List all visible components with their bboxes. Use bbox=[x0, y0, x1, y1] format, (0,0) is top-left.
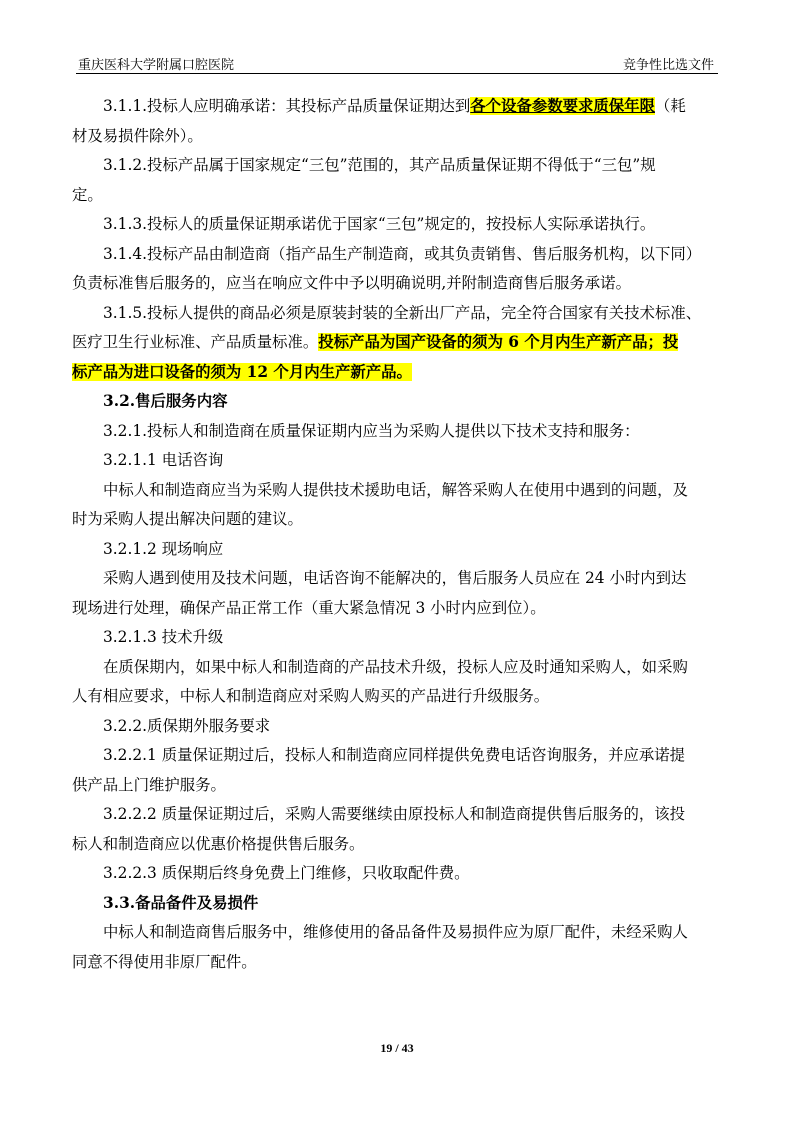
phone-consult-text-cont: 时为采购人提出解决问题的建议。 bbox=[72, 510, 303, 528]
header-divider bbox=[76, 73, 718, 74]
highlighted-new-product-imported: 标产品为进口设备的须为 12 个月内生产新产品。 bbox=[72, 362, 412, 381]
clause-3-2-2-2: 3.2.2.2 质量保证期过后，采购人需要继续由原投标人和制造商提供售后服务的，该投 bbox=[103, 805, 686, 823]
subheading-3-2-1-3: 3.2.1.3 技术升级 bbox=[103, 628, 224, 646]
spare-parts-text: 中标人和制造商售后服务中，维修使用的备品备件及易损件应为原厂配件，未经采购人 bbox=[103, 923, 688, 941]
clause-3-2-1: 3.2.1.投标人和制造商在质量保证期内应当为采购人提供以下技术支持和服务： bbox=[103, 421, 640, 440]
subheading-3-2-2: 3.2.2.质保期外服务要求 bbox=[103, 716, 271, 735]
clause-text: 医疗卫生行业标准、产品质量标准。 bbox=[72, 333, 319, 351]
onsite-response-text: 采购人遇到使用及技术问题，电话咨询不能解决的，售后服务人员应在 24 小时内到达 bbox=[103, 569, 687, 587]
header-hospital-name: 重庆医科大学附属口腔医院 bbox=[78, 58, 235, 73]
clause-3-1-5: 3.1.5.投标人提供的商品必须是原装封装的全新出厂产品，完全符合国家有关技术标准、 bbox=[103, 303, 702, 322]
page-header bbox=[76, 52, 718, 72]
tech-upgrade-text-cont: 人有相应要求，中标人和制造商应对采购人购买的产品进行升级服务。 bbox=[72, 687, 550, 705]
clause-3-1-3: 3.1.3.投标人的质量保证期承诺优于国家“三包”规定的，按投标人实际承诺执行。 bbox=[103, 215, 656, 233]
clause-3-1-5-cont bbox=[72, 328, 722, 358]
clause-3-1-1 bbox=[72, 92, 722, 122]
page-number: 19 / 43 bbox=[380, 1041, 414, 1055]
clause-3-2-2-1-cont: 供产品上门维护服务。 bbox=[72, 775, 226, 794]
header-document-type: 竞争性比选文件 bbox=[622, 58, 714, 73]
document-body bbox=[72, 92, 722, 977]
clause-3-2-2-1: 3.2.2.1 质量保证期过后，投标人和制造商应同样提供免费电话咨询服务，并应承诺提 bbox=[103, 746, 686, 764]
clause-3-2-2-2-cont: 标人和制造商应以优惠价格提供售后服务。 bbox=[72, 834, 365, 853]
section-heading-3-2: 3.2.售后服务内容 bbox=[103, 392, 228, 410]
spare-parts-text-cont: 同意不得使用非原厂配件。 bbox=[72, 952, 257, 971]
section-heading-3-3: 3.3.备品备件及易损件 bbox=[103, 893, 259, 912]
clause-3-2-2-3: 3.2.2.3 质保期后终身免费上门维修，只收取配件费。 bbox=[103, 864, 470, 882]
subheading-3-2-1-2: 3.2.1.2 现场响应 bbox=[103, 539, 224, 558]
tech-upgrade-text: 在质保期内，如果中标人和制造商的产品技术升级，投标人应及时通知采购人，如采购 bbox=[103, 657, 688, 676]
clause-3-1-4: 3.1.4.投标产品由制造商（指产品生产制造商，或其负责销售、售后服务机构，以下同） bbox=[103, 244, 702, 263]
clause-3-1-2-cont: 定。 bbox=[72, 185, 103, 204]
phone-consult-text: 中标人和制造商应当为采购人提供技术援助电话，解答采购人在使用中遇到的问题，及 bbox=[103, 480, 688, 499]
clause-3-1-4-cont: 负责标准售后服务的，应当在响应文件中予以明确说明,并附制造商售后服务承诺。 bbox=[72, 274, 631, 292]
clause-3-1-5-cont2 bbox=[72, 358, 722, 388]
clause-text: （耗 bbox=[654, 97, 686, 115]
onsite-response-text-cont: 现场进行处理，确保产品正常工作（重大紧急情况 3 小时内应到位）。 bbox=[72, 598, 546, 617]
clause-3-1-2: 3.1.2.投标产品属于国家规定“三包”范围的，其产品质量保证期不得低于“三包”规 bbox=[103, 156, 656, 174]
subheading-3-2-1-1: 3.2.1.1 电话咨询 bbox=[103, 451, 224, 469]
highlighted-new-product-domestic: 投标产品为国产设备的须为 6 个月内生产新产品；投 bbox=[318, 333, 679, 351]
clause-3-1-1-cont: 材及易损件除外）。 bbox=[72, 126, 203, 145]
clause-text: 3.1.1.投标人应明确承诺：其投标产品质量保证期达到 bbox=[103, 97, 471, 115]
highlighted-warranty-term: 各个设备参数要求质保年限 bbox=[470, 97, 655, 115]
